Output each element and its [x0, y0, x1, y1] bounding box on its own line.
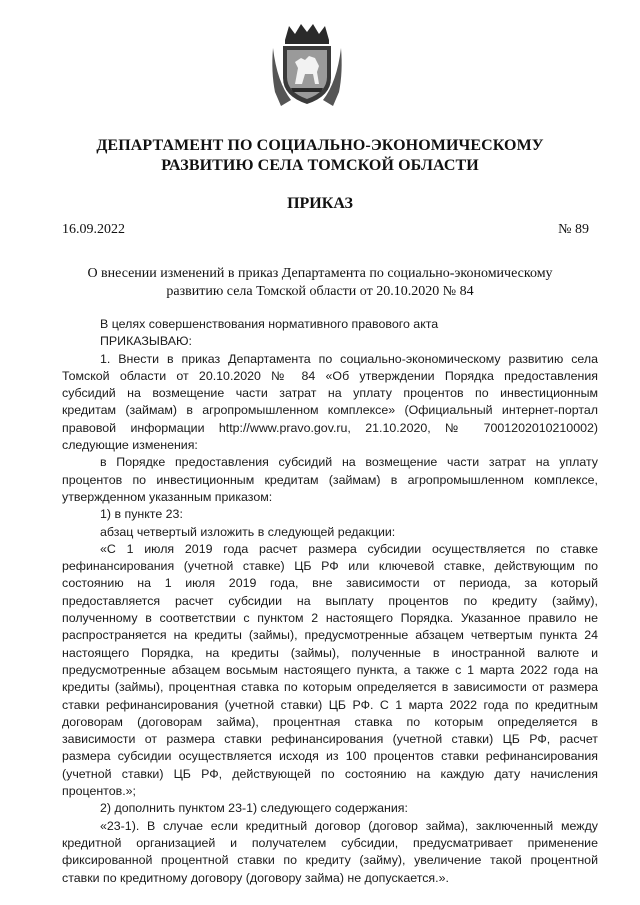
- body-line: «23-1). В случае если кредитный договор (договор займа), заключенный между: [100, 818, 598, 833]
- body-line: кредитной организацией и получателем субсидии, предусматривает применение: [62, 835, 598, 850]
- order-title: ПРИКАЗ: [287, 195, 353, 212]
- department-name-line2: РАЗВИТИЮ СЕЛА ТОМСКОЙ ОБЛАСТИ: [161, 157, 479, 174]
- body-line: состоянию на 1 июля 2019 года, вне зависимости от периода, за который: [62, 576, 598, 591]
- body-line: предусмотренные абзацем восьмым настоящего пункта, а также с 1 марта 2022 года на: [62, 662, 598, 677]
- body-line: ПРИКАЗЫВАЮ:: [100, 334, 192, 349]
- body-line: фиксированной процентной ставки по кредиту (займу), увеличение такой процентной: [62, 853, 598, 868]
- department-name-line1: ДЕПАРТАМЕНТ ПО СОЦИАЛЬНО-ЭКОНОМИЧЕСКОМУ: [96, 137, 544, 154]
- body-line: ставки рефинансирования (учетной ставки) ЦБ РФ. С 1 марта 2022 года по кредитным: [62, 697, 598, 712]
- body-line: В целях совершенствования нормативного правового акта: [100, 317, 439, 331]
- body-line: следующие изменения:: [62, 438, 198, 453]
- body-line: «С 1 июля 2019 года расчет размера субсидии осуществляется по ставке: [100, 541, 598, 556]
- order-date: 16.09.2022: [62, 222, 125, 237]
- body-line: распространяется на кредиты (займы), предусмотренные абзацем четвертым пункта 24: [62, 628, 598, 643]
- body-line: 2) дополнить пунктом 23-1) следующего содержания:: [100, 801, 408, 816]
- body-line: правовой информации http://www.pravo.gov.ru, 21.10.2020, № 7001202010210002): [62, 420, 598, 435]
- body-line: кредиты (займы), процентная ставка по которым определяется в зависимости от размера: [62, 680, 598, 695]
- body-line: настоящего Порядка, на кредиты (займы), полученные в иностранной валюте и: [62, 645, 598, 660]
- order-body: [62, 316, 598, 887]
- body-line: субсидий на возмещение части затрат на уплату процентов по инвестиционным: [62, 386, 598, 401]
- body-line: зависимости от размера ставки рефинансирования (учетной ставки) ЦБ РФ, расчет: [62, 732, 598, 747]
- body-line: Томской области от 20.10.2020 № 84 «Об утверждении Порядка предоставления: [62, 368, 598, 383]
- order-subject-line1: О внесении изменений в приказ Департамента по социально-экономическому: [87, 266, 553, 281]
- body-line: в Порядке предоставления субсидий на возмещение части затрат на уплату: [100, 455, 598, 470]
- body-line: рефинансирования (учетной ставке) ЦБ РФ или ключевой ставке, действующим по: [62, 559, 598, 574]
- body-line: ставки по кредитному договору (договору займа) не допускается.».: [62, 870, 449, 885]
- body-line: предоставляется расчет субсидии на выплату процентов по кредиту (займу),: [62, 593, 598, 608]
- body-line: (учетной ставки) ЦБ РФ, действующей по состоянию на каждую дату начисления: [62, 766, 598, 781]
- body-line: абзац четвертый изложить в следующей редакции:: [100, 524, 396, 539]
- body-line: размера субсидии осуществляется исходя из 100 процентов ставки рефинансирования: [62, 749, 598, 764]
- body-line: 1) в пункте 23:: [100, 507, 183, 522]
- coat-of-arms-icon: [271, 22, 343, 108]
- order-number: № 89: [558, 222, 589, 237]
- body-line: процентов по инвестиционным кредитам (займам) в агропромышленном комплексе,: [62, 472, 598, 487]
- body-line: полученному в соответствии с пунктом 2 настоящего Порядка. Указанное правило не: [62, 611, 598, 626]
- order-subject-line2: развитию села Томской области от 20.10.2020 № 84: [166, 284, 474, 299]
- body-line: процентов.»;: [62, 784, 136, 799]
- body-line: утвержденном указанным приказом:: [62, 489, 273, 504]
- body-line: кредитам (займам) в агропромышленном комплексе» (Официальный интернет-портал: [62, 403, 598, 418]
- body-line: 1. Внести в приказ Департамента по социально-экономическому развитию села: [100, 351, 598, 366]
- body-line: договорам (договорам займа), процентная ставка по которым определяется в: [62, 714, 598, 729]
